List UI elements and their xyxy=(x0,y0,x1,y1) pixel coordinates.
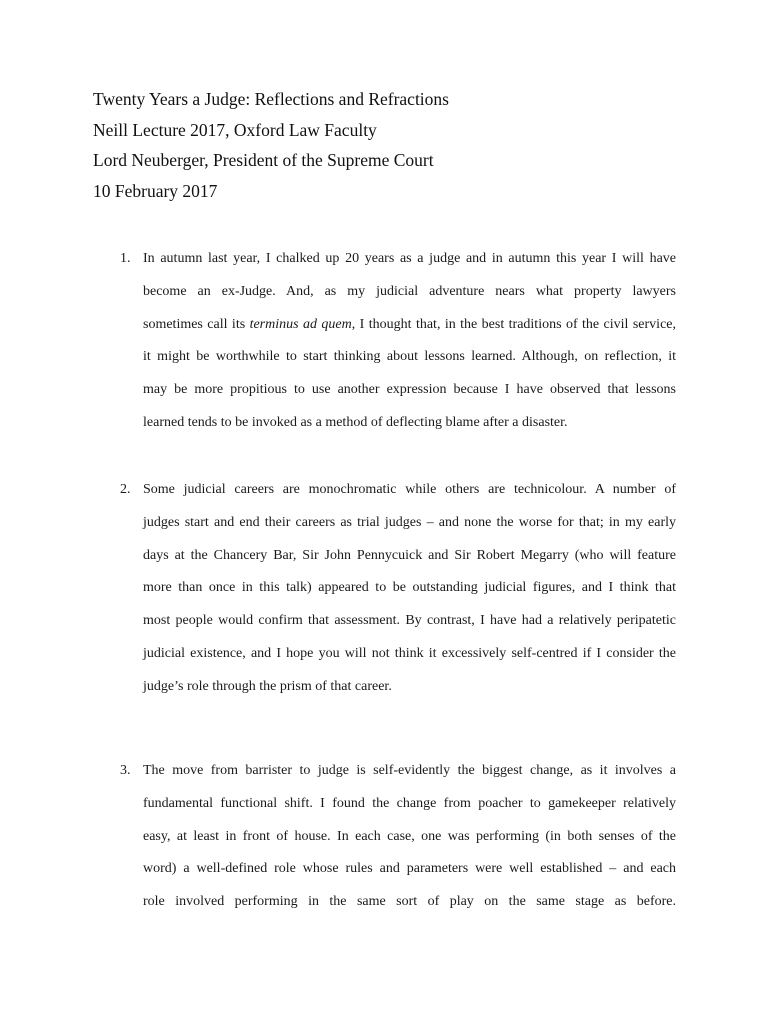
paragraph-number: 1. xyxy=(120,251,131,266)
paragraph-line: more than once in this talk) appeared to be outstanding judicial figures, and I think that xyxy=(143,580,676,596)
paragraph-line: become an ex-Judge. And, as my judicial adventure nears what property lawyers xyxy=(143,283,676,299)
paragraph-line: days at the Chancery Bar, Sir John Pennycuick and Sir Robert Megarry (who will feature xyxy=(143,547,676,563)
paragraph-line: The move from barrister to judge is self-evidently the biggest change, as it involves a xyxy=(143,763,676,778)
paragraph-line: learned tends to be invoked as a method of deflecting blame after a disaster. xyxy=(143,414,568,430)
line-text-before-italic: sometimes call its xyxy=(143,316,250,332)
paragraph-line: judicial existence, and I hope you will not think it excessively self-centred if I consider the xyxy=(143,645,676,661)
paragraph-text xyxy=(143,755,676,919)
paragraph-number: 3. xyxy=(120,763,131,778)
paragraph-text xyxy=(143,474,676,704)
paragraph-number: 2. xyxy=(120,482,131,497)
paragraph-line: judges start and end their careers as trial judges – and none the worse for that; in my early xyxy=(143,514,676,530)
paragraph-line: fundamental functional shift. I found the change from poacher to gamekeeper relatively xyxy=(143,795,676,811)
document-title: Twenty Years a Judge: Reflections and Refractions xyxy=(93,89,449,109)
date-line: 10 February 2017 xyxy=(93,180,218,201)
paragraph-line-with-italic xyxy=(143,309,676,342)
italic-phrase: terminus ad quem xyxy=(249,316,352,332)
paragraph-line: it might be worthwhile to start thinking about lessons learned. Although, on reflection, it xyxy=(143,349,676,365)
lecture-line: Neill Lecture 2017, Oxford Law Faculty xyxy=(93,119,377,140)
paragraph-line: In autumn last year, I chalked up 20 years as a judge and in autumn this year I will have xyxy=(143,251,676,266)
paragraph-line: role involved performing in the same sort of play on the same stage as before. xyxy=(143,894,676,910)
speaker-line: Lord Neuberger, President of the Supreme Court xyxy=(93,150,434,170)
paragraph-line: word) a well-defined role whose rules and parameters were well established – and each xyxy=(143,861,676,877)
paragraph-line: Some judicial careers are monochromatic while others are technicolour. A number of xyxy=(143,482,676,497)
line-text-after-italic: , I thought that, in the best traditions of the civil service, xyxy=(351,316,676,332)
paragraph-line: most people would confirm that assessment. By contrast, I have had a relatively peripatetic xyxy=(143,613,676,629)
paragraph-line: judge’s role through the prism of that career. xyxy=(143,678,392,694)
paragraph-text xyxy=(143,243,676,440)
document-header xyxy=(93,84,693,206)
paragraph-line: easy, at least in front of house. In each case, one was performing (in both senses of the xyxy=(143,828,676,844)
paragraph-line: may be more propitious to use another expression because I have observed that lessons xyxy=(143,382,676,398)
